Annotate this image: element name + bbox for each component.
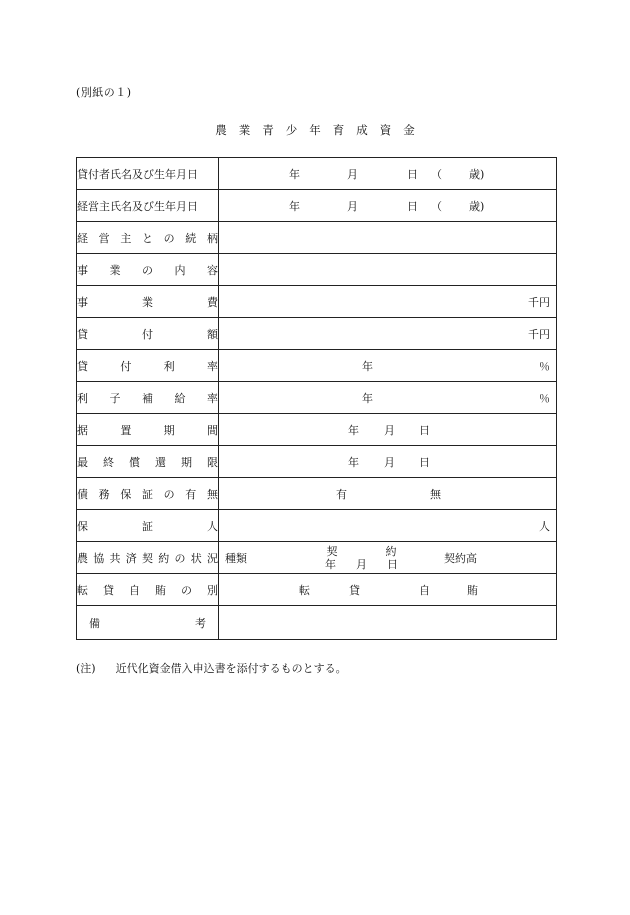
label-char: 還 bbox=[155, 455, 166, 469]
label-char: 率 bbox=[206, 359, 218, 373]
label-char: 事 bbox=[77, 263, 88, 277]
form-title: 農業青少年育成資金 bbox=[215, 123, 427, 137]
label-char: 主 bbox=[120, 231, 132, 245]
row-label bbox=[77, 326, 218, 342]
row-label-cell bbox=[77, 478, 219, 510]
label-char: 証 bbox=[142, 519, 153, 533]
row-label-cell bbox=[77, 382, 219, 414]
row-label bbox=[77, 454, 218, 470]
label-char: 続 bbox=[185, 231, 197, 245]
table-row bbox=[77, 606, 557, 640]
row-label-cell bbox=[77, 254, 219, 286]
row-label bbox=[77, 390, 218, 406]
label-char: 務 bbox=[98, 487, 110, 501]
label-char: 貸 bbox=[77, 327, 88, 341]
unit-text: ％ bbox=[539, 391, 550, 405]
unit-text: ％ bbox=[539, 359, 550, 373]
month-text: 月 bbox=[384, 455, 395, 469]
row-label-cell bbox=[77, 414, 219, 446]
label-char: 期 bbox=[163, 423, 175, 437]
row-label-cell bbox=[77, 350, 219, 382]
table-row bbox=[77, 574, 557, 606]
no-text: 無 bbox=[430, 487, 441, 501]
table-row bbox=[77, 446, 557, 478]
row-label-cell bbox=[77, 606, 219, 640]
self-char-1: 自 bbox=[419, 583, 430, 597]
age-close-text: 歳) bbox=[469, 167, 485, 181]
label-char: 業 bbox=[142, 295, 153, 309]
label-char: 最 bbox=[77, 455, 88, 469]
year-text: 年 bbox=[362, 359, 373, 373]
table-row bbox=[77, 478, 557, 510]
day-text: 日 bbox=[419, 455, 430, 469]
year-text: 年 bbox=[289, 199, 300, 213]
application-form-table bbox=[76, 157, 557, 640]
label-char: 考 bbox=[195, 616, 206, 630]
label-char: 別 bbox=[207, 583, 218, 597]
table-row bbox=[77, 254, 557, 286]
label-char: 転 bbox=[77, 583, 88, 597]
value-cell bbox=[219, 382, 557, 414]
row-label bbox=[77, 230, 218, 246]
value-cell bbox=[219, 510, 557, 542]
day-text: 日 bbox=[407, 167, 418, 181]
age-close-text: 歳) bbox=[469, 199, 485, 213]
label-char: 貸 bbox=[103, 583, 114, 597]
label-char: 債 bbox=[77, 487, 88, 501]
year-text: 年 bbox=[348, 423, 359, 437]
table-row bbox=[77, 382, 557, 414]
label-char: 賄 bbox=[155, 583, 166, 597]
value-cell bbox=[219, 222, 557, 254]
transfer-char-2: 貸 bbox=[349, 583, 360, 597]
amount-text: 契約高 bbox=[444, 551, 477, 565]
footnote bbox=[76, 660, 347, 676]
month-text: 月 bbox=[347, 199, 358, 213]
day-text: 日 bbox=[387, 558, 398, 571]
row-label: 貸付者氏名及び生年月日 bbox=[77, 158, 219, 190]
year-text: 年 bbox=[289, 167, 300, 181]
value-cell bbox=[219, 254, 557, 286]
value-cell bbox=[219, 286, 557, 318]
label-char: 況 bbox=[207, 551, 218, 565]
label-char: 農 bbox=[77, 551, 88, 565]
row-label: 経営主氏名及び生年月日 bbox=[77, 190, 219, 222]
self-char-2: 賄 bbox=[467, 583, 478, 597]
label-char: 置 bbox=[120, 423, 132, 437]
label-char: 保 bbox=[120, 487, 132, 501]
value-cell bbox=[219, 574, 557, 606]
row-label bbox=[89, 615, 206, 631]
unit-text: 千円 bbox=[528, 327, 550, 341]
value-cell bbox=[219, 350, 557, 382]
transfer-char-1: 転 bbox=[299, 583, 310, 597]
label-char: 約 bbox=[158, 551, 170, 565]
label-char: の bbox=[142, 263, 153, 277]
row-label bbox=[77, 582, 218, 598]
table-row bbox=[77, 158, 557, 190]
footnote-mark: (注) bbox=[76, 662, 96, 675]
age-open-text: （ bbox=[431, 199, 442, 213]
row-label-cell bbox=[77, 574, 219, 606]
month-text: 月 bbox=[356, 558, 367, 571]
label-char: 無 bbox=[206, 487, 218, 501]
row-label bbox=[77, 550, 218, 566]
label-char: 率 bbox=[207, 391, 218, 405]
label-char: の bbox=[181, 583, 192, 597]
label-char: 事 bbox=[77, 295, 88, 309]
row-label-cell bbox=[77, 510, 219, 542]
label-char: 子 bbox=[109, 391, 121, 405]
row-label bbox=[77, 294, 218, 310]
label-char: 状 bbox=[190, 551, 202, 565]
month-text: 月 bbox=[384, 423, 395, 437]
value-cell bbox=[219, 542, 557, 574]
label-char: 業 bbox=[109, 263, 121, 277]
table-row bbox=[77, 190, 557, 222]
label-char: 有 bbox=[185, 487, 197, 501]
label-char: 利 bbox=[77, 391, 88, 405]
label-char: 期 bbox=[181, 455, 192, 469]
form-reference: (別紙の１) bbox=[76, 86, 132, 99]
unit-text: 千円 bbox=[528, 295, 550, 309]
row-label-cell bbox=[77, 542, 219, 574]
label-char: の bbox=[174, 551, 186, 565]
label-char: と bbox=[141, 231, 153, 245]
day-text: 日 bbox=[407, 199, 418, 213]
table-row bbox=[77, 318, 557, 350]
label-char: 貸 bbox=[77, 359, 88, 373]
yes-text: 有 bbox=[336, 487, 347, 501]
year-text: 年 bbox=[362, 391, 373, 405]
label-char: 内 bbox=[174, 263, 186, 277]
label-char: 契 bbox=[142, 551, 153, 565]
label-char: 保 bbox=[77, 519, 88, 533]
label-char: 営 bbox=[98, 231, 110, 245]
value-cell bbox=[219, 446, 557, 478]
unit-text: 人 bbox=[539, 519, 550, 533]
label-char: 付 bbox=[120, 359, 132, 373]
label-char: 補 bbox=[142, 391, 153, 405]
month-text: 月 bbox=[347, 167, 358, 181]
table-row bbox=[77, 222, 557, 254]
label-char: 限 bbox=[207, 455, 218, 469]
label-char: 協 bbox=[93, 551, 105, 565]
label-char: 費 bbox=[207, 295, 218, 309]
label-char: 自 bbox=[129, 583, 140, 597]
value-cell bbox=[219, 318, 557, 350]
label-char: 付 bbox=[142, 327, 153, 341]
row-label bbox=[77, 486, 218, 502]
row-label bbox=[77, 422, 218, 438]
value-cell bbox=[219, 414, 557, 446]
row-label bbox=[77, 358, 218, 374]
label-char: 共 bbox=[109, 551, 121, 565]
label-char: 額 bbox=[207, 327, 218, 341]
label-char: 人 bbox=[207, 519, 218, 533]
label-char: 済 bbox=[125, 551, 137, 565]
value-cell bbox=[219, 158, 557, 190]
table-row bbox=[77, 542, 557, 574]
row-label bbox=[77, 262, 218, 278]
yaku-text: 約 bbox=[385, 545, 397, 558]
label-char: 償 bbox=[129, 455, 140, 469]
row-label-cell bbox=[77, 446, 219, 478]
day-text: 日 bbox=[419, 423, 430, 437]
label-char: 容 bbox=[207, 263, 218, 277]
table-row bbox=[77, 510, 557, 542]
label-char: 据 bbox=[77, 423, 88, 437]
row-label-cell bbox=[77, 318, 219, 350]
label-char: 利 bbox=[163, 359, 175, 373]
contract-date-block bbox=[325, 545, 398, 571]
value-cell bbox=[219, 606, 557, 640]
kei-text: 契 bbox=[326, 545, 338, 558]
table-row bbox=[77, 350, 557, 382]
year-text: 年 bbox=[325, 558, 336, 571]
value-cell bbox=[219, 478, 557, 510]
table-row bbox=[77, 286, 557, 318]
label-char: 終 bbox=[103, 455, 114, 469]
label-char: 証 bbox=[141, 487, 153, 501]
label-char: 間 bbox=[206, 423, 218, 437]
label-char: 備 bbox=[89, 616, 100, 630]
value-cell bbox=[219, 190, 557, 222]
age-open-text: （ bbox=[431, 167, 442, 181]
table-row bbox=[77, 414, 557, 446]
label-char: の bbox=[163, 487, 175, 501]
row-label-cell bbox=[77, 222, 219, 254]
row-label-cell bbox=[77, 286, 219, 318]
label-char: の bbox=[163, 231, 175, 245]
label-char: 柄 bbox=[206, 231, 218, 245]
label-char: 給 bbox=[174, 391, 186, 405]
year-text: 年 bbox=[348, 455, 359, 469]
row-label bbox=[77, 518, 218, 534]
label-char: 経 bbox=[77, 231, 88, 245]
footnote-text: 近代化資金借入申込書を添付するものとする。 bbox=[115, 662, 347, 675]
kind-text: 種類 bbox=[225, 551, 247, 565]
